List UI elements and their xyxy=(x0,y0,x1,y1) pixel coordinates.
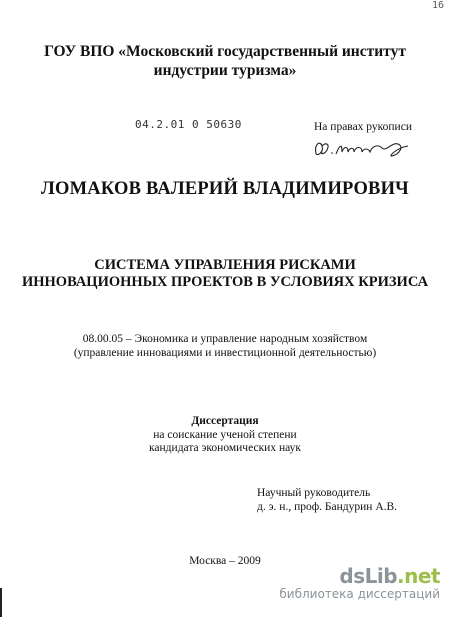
library-stamp: 04.2.01 0 50630 xyxy=(135,118,242,131)
dissertation-title: Диссертация xyxy=(191,415,259,427)
dissertation-topic xyxy=(0,257,450,291)
dissertation-field-line: кандидата экономических наук xyxy=(149,442,301,454)
scan-edge-mark xyxy=(0,588,2,617)
advisor-name: д. э. н., проф. Бандурин А.В. xyxy=(257,501,398,513)
institute-line-2: индустрии туризма» xyxy=(153,62,297,79)
dissertation-degree-line: на соискание ученой степени xyxy=(153,428,297,441)
corner-mark: 16 xyxy=(431,0,444,11)
watermark-logo-main: dsLib xyxy=(339,564,398,588)
topic-line-1: СИСТЕМА УПРАВЛЕНИЯ РИСКАМИ xyxy=(94,257,356,273)
watermark xyxy=(279,565,440,601)
advisor-block xyxy=(257,486,397,514)
advisor-label: Научный руководитель xyxy=(257,487,371,499)
watermark-logo xyxy=(279,565,440,587)
specialty-line-1: 08.00.05 – Экономика и управление народным хозяйством xyxy=(82,333,368,345)
topic-line-2: ИННОВАЦИОННЫХ ПРОЕКТОВ В УСЛОВИЯХ КРИЗИСА xyxy=(21,274,429,290)
watermark-subtitle: библиотека диссертаций xyxy=(279,587,440,601)
signature-image xyxy=(312,134,412,162)
institute-header xyxy=(0,42,450,80)
author-name: ЛОМАКОВ ВАЛЕРИЙ ВЛАДИМИРОВИЧ xyxy=(41,179,409,199)
dissertation-block xyxy=(0,415,450,456)
specialty-code xyxy=(0,332,450,360)
specialty-line-2: (управление инновациями и инвестиционной деятельностью) xyxy=(73,347,377,359)
city-year: Москва – 2009 xyxy=(189,555,261,567)
watermark-logo-tld: .net xyxy=(397,564,440,588)
institute-line-1: ГОУ ВПО «Московский государственный институт xyxy=(44,43,406,60)
manuscript-note: На правах рукописи xyxy=(314,121,412,133)
